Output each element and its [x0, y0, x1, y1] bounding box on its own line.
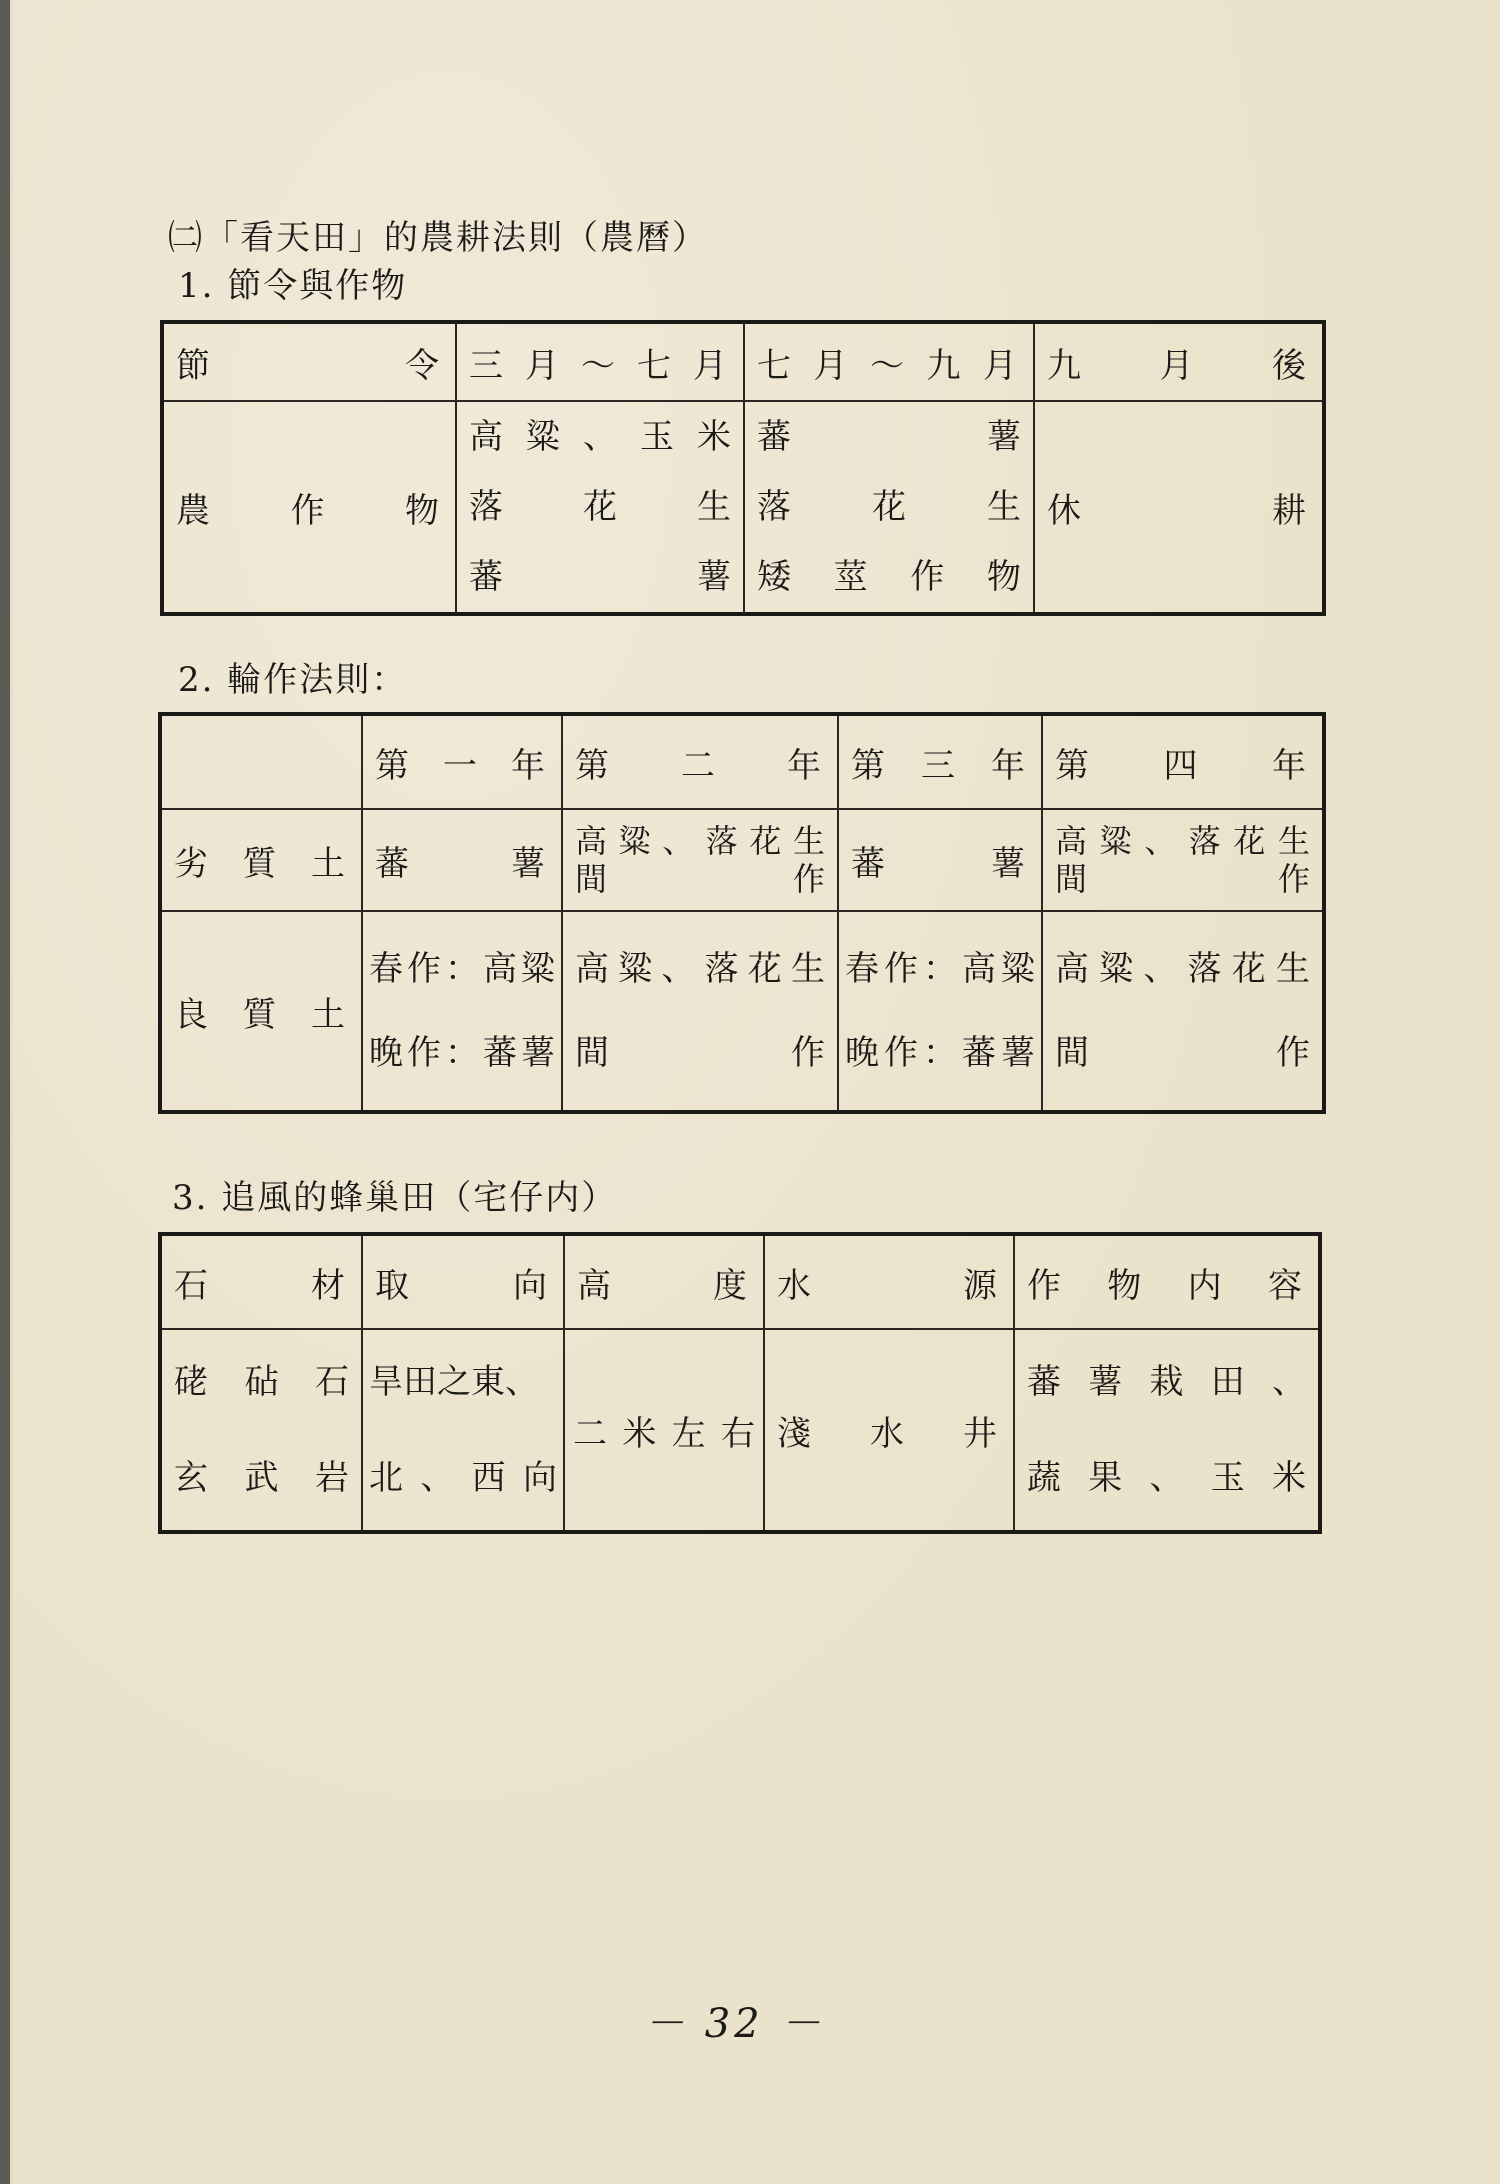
table-cell: 旱田之東、 北、西向	[362, 1329, 564, 1532]
table-cell: 良質土	[160, 911, 362, 1112]
table-cell	[160, 714, 362, 809]
page-number: － 32 －	[644, 2001, 825, 2047]
table-row	[162, 401, 1324, 614]
table-cell: 高粱、落花生 間 作	[1042, 809, 1324, 911]
rotation-table	[158, 712, 1326, 1114]
table-cell: 春作：高粱 晚作：蕃薯	[362, 911, 562, 1112]
table-cell: 高粱、落花生 間 作	[562, 809, 838, 911]
table-row	[160, 911, 1324, 1112]
table-cell: 二米左右	[564, 1329, 764, 1532]
table-cell: 春作：高粱 晚作：蕃薯	[838, 911, 1042, 1112]
table-cell: 休耕	[1034, 401, 1324, 614]
table-cell: 高粱、落花生 間 作	[1042, 911, 1324, 1112]
table-cell: 第一年	[362, 714, 562, 809]
table-cell: 水源	[764, 1234, 1014, 1329]
table-cell: 第四年	[1042, 714, 1324, 809]
table-cell: 作物内容	[1014, 1234, 1320, 1329]
table2-heading: 2. 輪作法則：	[178, 660, 408, 700]
table-row	[160, 809, 1324, 911]
table3-heading: 3. 追風的蜂巢田（宅仔内）	[172, 1178, 618, 1218]
table-cell: 高粱、玉米 落花生 蕃薯	[456, 401, 744, 614]
table1-heading: 1. 節令與作物	[178, 266, 408, 306]
table-row	[160, 714, 1324, 809]
table-cell: 蕃薯 落花生 矮莖作物	[744, 401, 1034, 614]
table-cell: 三月～七月	[456, 322, 744, 401]
section-title: ㈡「看天田」的農耕法則（農曆）	[168, 218, 708, 258]
table-row	[160, 1234, 1320, 1329]
table-cell: 第二年	[562, 714, 838, 809]
table-cell: 九月後	[1034, 322, 1324, 401]
table-cell: 農作物	[162, 401, 456, 614]
table-cell: 劣質土	[160, 809, 362, 911]
table-cell: 石材	[160, 1234, 362, 1329]
table-row	[162, 322, 1324, 401]
table-cell: 蕃薯	[838, 809, 1042, 911]
table-cell: 硓砧石 玄武岩	[160, 1329, 362, 1532]
scan-edge	[0, 0, 10, 2184]
table-cell: 第三年	[838, 714, 1042, 809]
table-cell: 蕃薯	[362, 809, 562, 911]
table-cell: 高粱、落花生 間 作	[562, 911, 838, 1112]
table-cell: 節令	[162, 322, 456, 401]
table-cell: 淺水井	[764, 1329, 1014, 1532]
table-row	[160, 1329, 1320, 1532]
table-cell: 高度	[564, 1234, 764, 1329]
table-cell: 七月～九月	[744, 322, 1034, 401]
table-cell: 蕃薯栽田、 蔬果、玉米	[1014, 1329, 1320, 1532]
table-cell: 取向	[362, 1234, 564, 1329]
seasons-crops-table	[160, 320, 1326, 616]
honeycomb-field-table	[158, 1232, 1322, 1534]
